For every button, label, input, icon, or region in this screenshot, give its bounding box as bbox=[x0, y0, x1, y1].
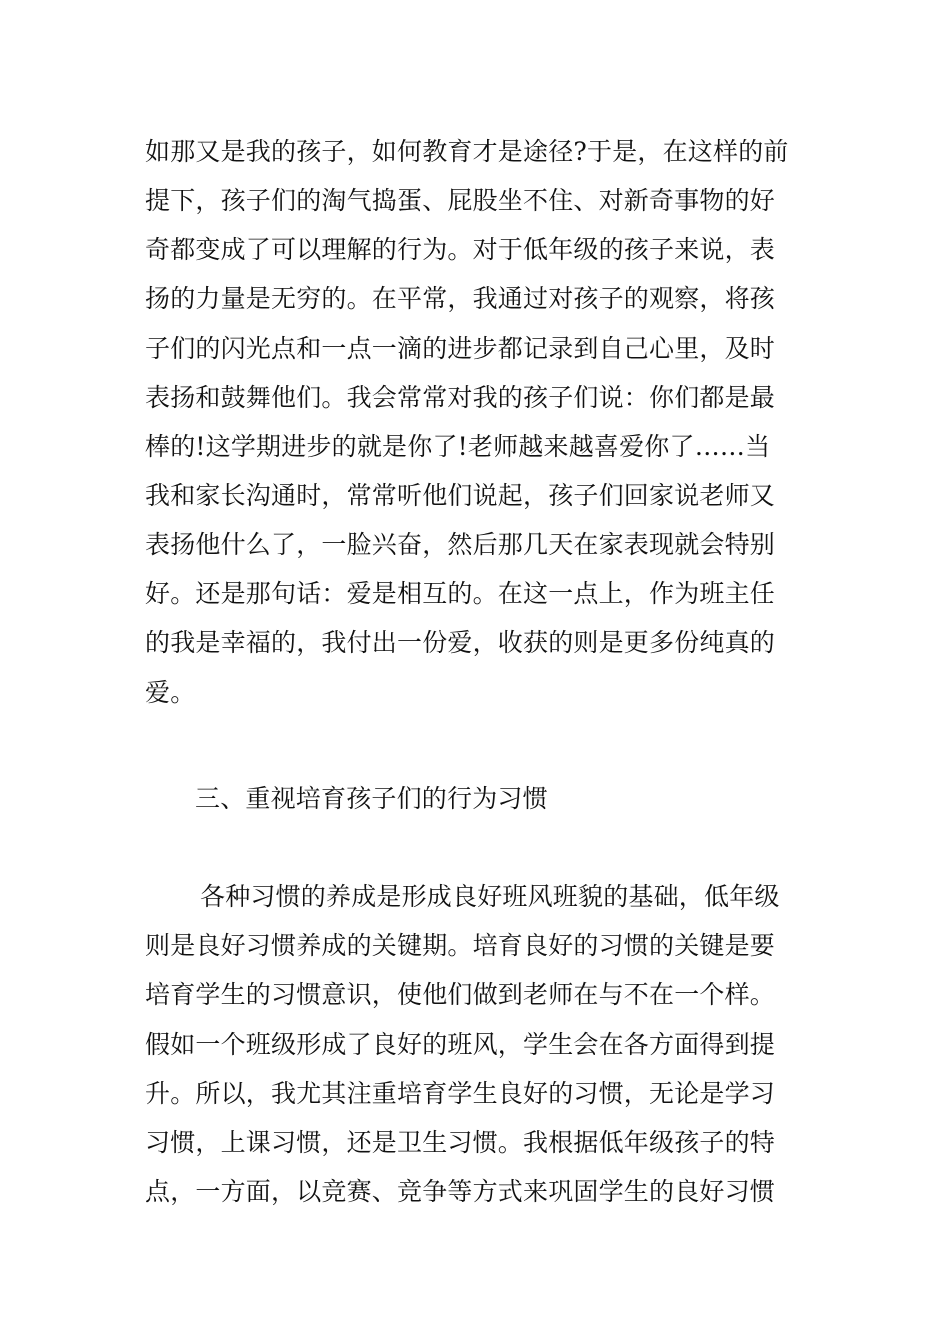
text-line: 各种习惯的养成是形成良好班风班貌的基础，低年级 bbox=[200, 882, 780, 911]
text-line: 子们的闪光点和一点一滴的进步都记录到自己心里，及时 bbox=[145, 334, 776, 363]
text-line: 则是良好习惯养成的关键期。培育良好的习惯的关键是要 bbox=[145, 931, 776, 960]
text-line: 棒的!这学期进步的就是你了!老师越来越喜爱你了……当 bbox=[145, 432, 771, 461]
text-line: 爱。 bbox=[145, 678, 196, 707]
text-line: 升。所以，我尤其注重培育学生良好的习惯，无论是学习 bbox=[145, 1079, 776, 1108]
text-line: 表扬他什么了，一脸兴奋，然后那几天在家表现就会特别 bbox=[145, 530, 776, 559]
text-line: 好。还是那句话：爱是相互的。在这一点上，作为班主任 bbox=[145, 579, 776, 608]
text-line: 我和家长沟通时，常常听他们说起，孩子们回家说老师又 bbox=[145, 481, 776, 510]
text-line: 假如一个班级形成了良好的班风，学生会在各方面得到提 bbox=[145, 1030, 776, 1059]
text-line: 培育学生的习惯意识，使他们做到老师在与不在一个样。 bbox=[145, 980, 776, 1009]
text-line: 点，一方面，以竞赛、竞争等方式来巩固学生的良好习惯 bbox=[145, 1177, 776, 1206]
text-line: 奇都变成了可以理解的行为。对于低年级的孩子来说，表 bbox=[145, 235, 776, 264]
text-line: 习惯，上课习惯，还是卫生习惯。我根据低年级孩子的特 bbox=[145, 1128, 776, 1157]
text-line: 提下，孩子们的淘气捣蛋、屁股坐不住、对新奇事物的好 bbox=[145, 186, 776, 215]
text-line: 如那又是我的孩子，如何教育才是途径?于是，在这样的前 bbox=[145, 137, 789, 166]
section-heading: 三、重视培育孩子们的行为习惯 bbox=[195, 784, 548, 813]
text-line: 的我是幸福的，我付出一份爱，收获的则是更多份纯真的 bbox=[145, 628, 776, 657]
text-line: 表扬和鼓舞他们。我会常常对我的孩子们说：你们都是最 bbox=[145, 383, 776, 412]
text-line: 扬的力量是无穷的。在平常，我通过对孩子的观察，将孩 bbox=[145, 284, 776, 313]
